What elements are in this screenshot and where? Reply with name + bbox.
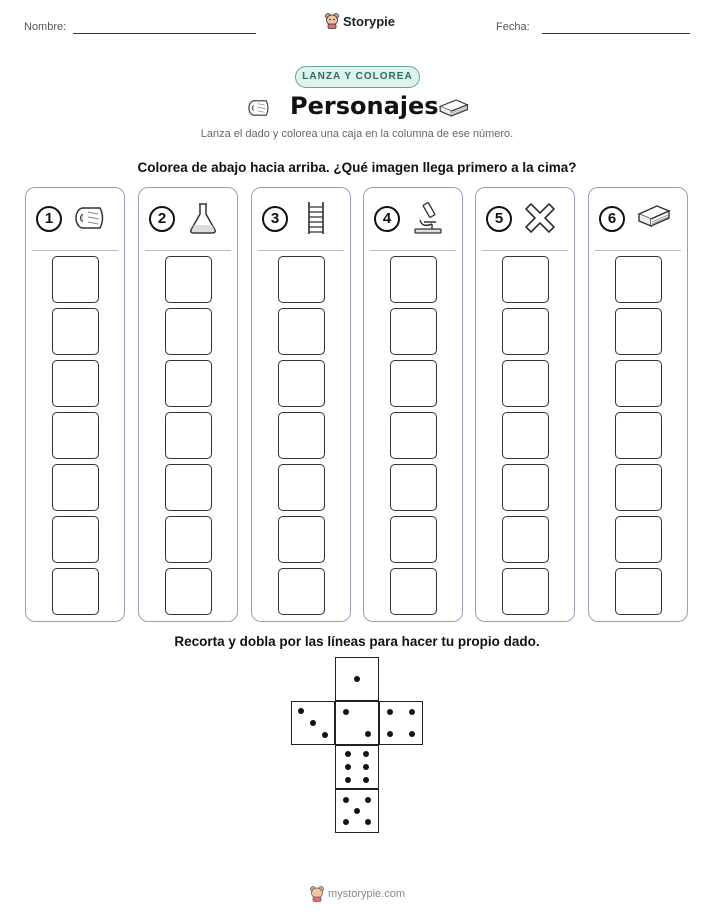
die-pip [345,777,351,783]
footer-url[interactable]: mystorypie.com [328,888,406,900]
bear-logo-icon [325,13,339,29]
color-box[interactable] [502,412,549,459]
die-pip [363,751,369,757]
color-box[interactable] [278,308,325,355]
top-instruction: Colorea de abajo hacia arriba. ¿Qué imagen llega primero a la cima? [137,160,577,175]
color-box[interactable] [278,568,325,615]
color-box[interactable] [615,360,662,407]
flask-icon [185,200,221,236]
die-pip [365,731,371,737]
die-face-3 [291,701,335,745]
date-line[interactable] [542,33,690,34]
footer [310,886,405,902]
column-number: 3 [262,206,288,232]
column-number: 6 [599,206,625,232]
color-box[interactable] [615,568,662,615]
die-pip [365,797,371,803]
color-box[interactable] [502,360,549,407]
color-box[interactable] [615,516,662,563]
column-divider [32,250,118,251]
page-title: Personajes [290,92,439,120]
color-box[interactable] [615,412,662,459]
color-box[interactable] [390,256,437,303]
column-6 [588,187,688,622]
color-box[interactable] [52,256,99,303]
column-3 [251,187,351,622]
die-pip [310,720,316,726]
column-2 [138,187,238,622]
die-face-6 [335,745,379,789]
color-box[interactable] [165,360,212,407]
column-number: 4 [374,206,400,232]
column-5 [475,187,575,622]
subtitle: Lanza el dado y colorea una caja en la columna de ese número. [200,128,514,140]
die-pip [298,708,304,714]
bottom-instruction: Recorta y dobla por las líneas para hacer tu propio dado. [174,634,540,649]
column-divider [258,250,344,251]
die-face-1 [335,657,379,701]
color-box[interactable] [390,568,437,615]
die-pip [409,709,415,715]
brand-name: Storypie [343,13,396,29]
book-icon [635,200,671,236]
column-1 [25,187,125,622]
color-box[interactable] [390,464,437,511]
color-box[interactable] [502,256,549,303]
die-face-5 [335,789,379,833]
column-number: 5 [486,206,512,232]
toilet-paper-icon [246,95,272,121]
column-number: 1 [36,206,62,232]
die-face-2 [335,701,379,745]
color-box[interactable] [52,568,99,615]
die-pip [343,797,349,803]
color-box[interactable] [165,516,212,563]
color-box[interactable] [165,308,212,355]
color-box[interactable] [52,464,99,511]
die-pip [409,731,415,737]
color-box[interactable] [278,464,325,511]
name-label: Nombre: [24,21,67,33]
toilet-paper-icon [72,200,108,236]
color-box[interactable] [165,412,212,459]
color-box[interactable] [278,516,325,563]
color-box[interactable] [390,412,437,459]
column-number: 2 [149,206,175,232]
color-box[interactable] [390,516,437,563]
color-box[interactable] [278,360,325,407]
die-face-4 [379,701,423,745]
color-box[interactable] [615,308,662,355]
die-pip [345,764,351,770]
color-box[interactable] [165,256,212,303]
ladder-icon [298,200,334,236]
die-pip [343,819,349,825]
color-box[interactable] [502,464,549,511]
color-box[interactable] [390,308,437,355]
color-box[interactable] [502,308,549,355]
brand-logo [325,13,395,29]
die-pip [345,751,351,757]
die-pip [343,709,349,715]
color-box[interactable] [278,412,325,459]
die-pip [354,676,360,682]
column-divider [482,250,568,251]
die-pip [354,808,360,814]
x-mark-icon [522,200,558,236]
bear-logo-icon [310,886,324,902]
microscope-icon [410,200,446,236]
name-line[interactable] [73,33,256,34]
color-box[interactable] [615,464,662,511]
die-pip [387,709,393,715]
color-box[interactable] [502,568,549,615]
game-type-badge: LANZA Y COLOREA [295,66,420,88]
die-pip [387,731,393,737]
color-box[interactable] [52,308,99,355]
color-box[interactable] [615,256,662,303]
column-4 [363,187,463,622]
color-box[interactable] [278,256,325,303]
color-box[interactable] [52,412,99,459]
color-box[interactable] [52,360,99,407]
die-pip [322,732,328,738]
color-box[interactable] [165,568,212,615]
column-divider [370,250,456,251]
date-label: Fecha: [496,21,530,33]
die-pip [365,819,371,825]
book-icon [437,95,469,121]
color-box[interactable] [502,516,549,563]
die-pip [363,777,369,783]
column-divider [145,250,231,251]
column-divider [595,250,681,251]
color-box[interactable] [390,360,437,407]
die-pip [363,764,369,770]
color-box[interactable] [165,464,212,511]
color-box[interactable] [52,516,99,563]
